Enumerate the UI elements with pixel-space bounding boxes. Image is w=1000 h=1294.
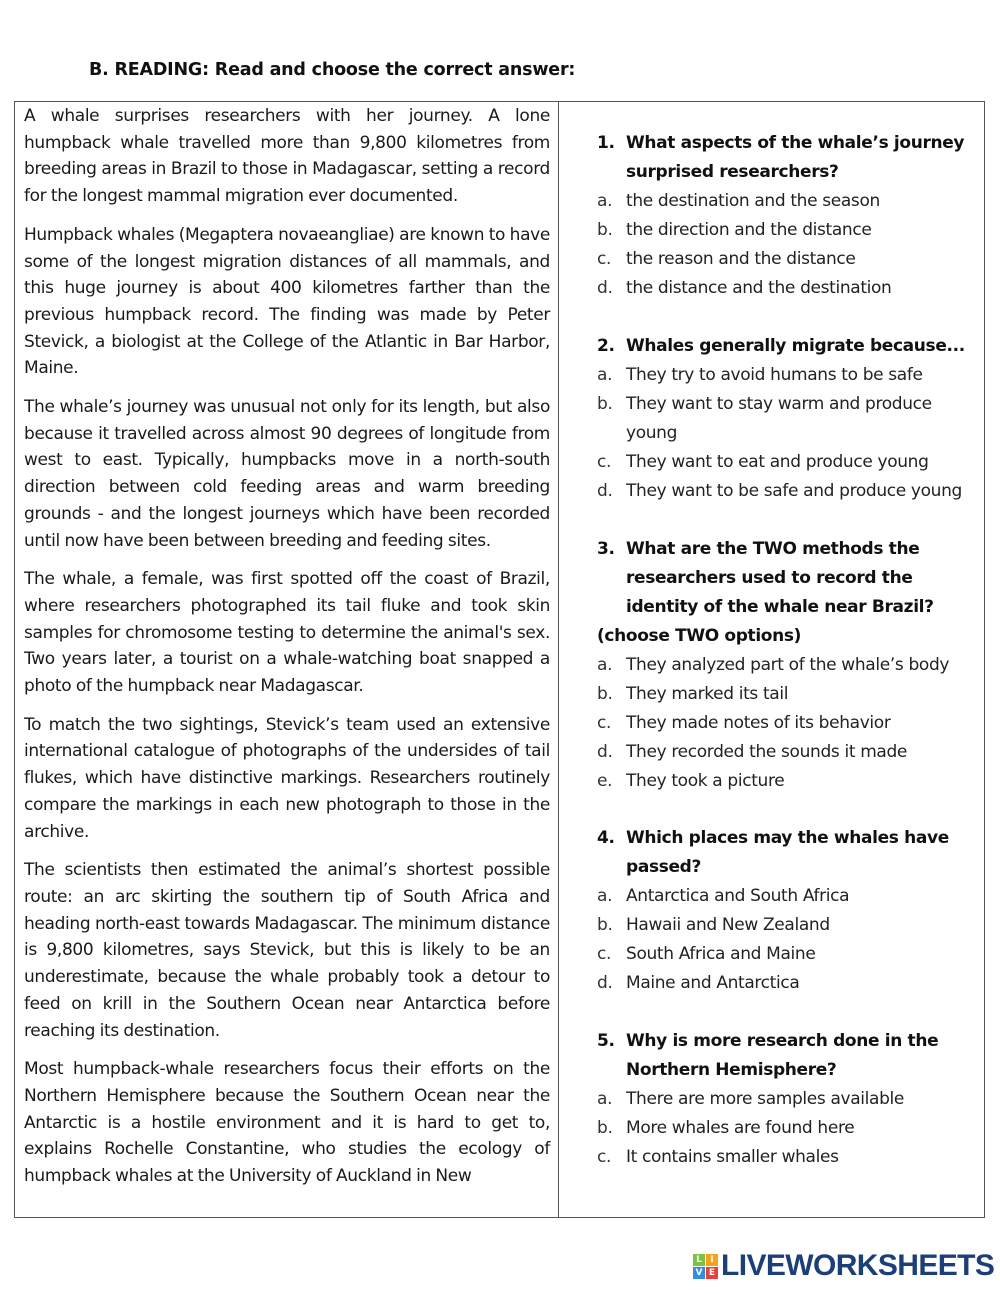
question-instruction: (choose TWO options) [597, 625, 802, 646]
passage-paragraph: A whale surprises researchers with her journey. A lone humpback whale travelled more than 9,800 kilometres from breeding areas in Brazil to those in Madagascar, setting a record for the longest mammal migration ever documented. [24, 106, 550, 207]
option-text: They want to eat and produce young [626, 451, 929, 472]
question-3 [597, 535, 978, 796]
option-text: They want to be safe and produce young [626, 480, 962, 501]
logo-wordmark: LIVEWORKSHEETS [721, 1249, 995, 1282]
option-letter: d. [597, 741, 613, 762]
question-stem [597, 824, 978, 882]
answer-option-d[interactable] [597, 477, 978, 506]
question-5 [597, 1027, 978, 1172]
option-text: the distance and the destination [626, 278, 892, 298]
option-letter: c. [597, 451, 612, 472]
question-stem [597, 1027, 978, 1085]
option-text: They marked its tail [626, 683, 789, 704]
option-text: It contains smaller whales [626, 1147, 839, 1168]
option-text: the reason and the distance [626, 249, 856, 269]
passage-paragraph: Most humpback-whale researchers focus their efforts on the Northern Hemisphere because the Southern Ocean near the Antarctic is a hostile environment and it is hard to get to, explains Rochelle Constantine, who studies the ecology of humpback whales at the University of Auckland in New [24, 1059, 550, 1187]
option-text: More whales are found here [626, 1118, 855, 1139]
option-letter: d. [597, 278, 613, 298]
question-1 [597, 129, 978, 303]
question-text: What are the TWO methods the researchers used to record the identity of the whale near Brazil? [626, 538, 934, 617]
question-number: 3. [597, 538, 615, 559]
answer-option-a[interactable] [597, 882, 978, 911]
question-4 [597, 824, 978, 998]
option-text: They took a picture [626, 770, 785, 791]
option-letter: c. [597, 249, 612, 269]
option-letter: d. [597, 973, 613, 994]
option-letter: c. [597, 944, 612, 965]
live-tiles-icon [693, 1254, 718, 1279]
answer-option-d[interactable] [597, 274, 978, 303]
passage-paragraph: The scientists then estimated the animal’s shortest possible route: an arc skirting the southern tip of South Africa and heading north-east towards Madagascar. The minimum distance is 9,800 kilometres, says Stevick, but this is likely to be an underestimate, because the whale probably took a detour to feed on krill in the Southern Ocean near Antarctica before reaching its destination. [24, 860, 550, 1041]
option-text: Antarctica and South Africa [626, 886, 850, 907]
option-text: They made notes of its behavior [626, 712, 891, 733]
answer-option-a[interactable] [597, 361, 978, 390]
liveworksheets-logo [693, 1249, 995, 1282]
option-text: the direction and the distance [626, 220, 872, 240]
answer-option-d[interactable] [597, 969, 978, 998]
option-letter: d. [597, 480, 613, 501]
answer-option-b[interactable] [597, 216, 978, 245]
answer-option-e[interactable] [597, 767, 978, 796]
option-text: They want to stay warm and produce young [626, 393, 932, 443]
answer-option-b[interactable] [597, 911, 978, 940]
option-letter: a. [597, 886, 613, 907]
answer-option-d[interactable] [597, 738, 978, 767]
option-letter: b. [597, 220, 613, 240]
answer-option-c[interactable] [597, 245, 978, 274]
option-letter: c. [597, 1147, 612, 1168]
answer-option-a[interactable] [597, 187, 978, 216]
question-stem [597, 332, 978, 361]
logo-tile-i: I [706, 1254, 718, 1266]
answer-option-b[interactable] [597, 680, 978, 709]
option-text: South Africa and Maine [626, 944, 816, 965]
logo-tile-v: V [693, 1267, 705, 1279]
option-text: They try to avoid humans to be safe [626, 364, 923, 385]
question-number: 1. [597, 133, 615, 153]
answer-option-b[interactable] [597, 390, 978, 448]
question-text: Whales generally migrate because... [626, 335, 965, 356]
logo-tile-l: L [693, 1254, 705, 1266]
answer-option-a[interactable] [597, 651, 978, 680]
option-letter: b. [597, 1118, 613, 1139]
question-number: 4. [597, 828, 615, 849]
option-letter: b. [597, 683, 613, 704]
option-text: Maine and Antarctica [626, 973, 800, 994]
option-letter: b. [597, 915, 613, 936]
question-text: Why is more research done in the Northern Hemisphere? [626, 1031, 939, 1081]
passage-paragraph: To match the two sightings, Stevick’s team used an extensive international catalogue of photographs of the undersides of tail flukes, which have distinctive markings. Researchers routinely compare the markings in each new photograph to those in the archive. [24, 714, 550, 842]
passage-paragraph: Humpback whales (Megaptera novaeangliae) are known to have some of the longest migration distances of all mammals, and this huge journey is about 400 kilometres farther than the previous humpback record. The finding was made by Peter Stevick, a biologist at the College of the Atlantic in Bar Harbor, Maine. [24, 224, 550, 379]
question-text: What aspects of the whale’s journey surprised researchers? [626, 133, 965, 182]
worksheet-table [14, 101, 985, 1218]
answer-option-c[interactable] [597, 1143, 978, 1172]
answer-option-c[interactable] [597, 709, 978, 738]
section-title: B. READING: Read and choose the correct answer: [89, 60, 576, 80]
option-letter: a. [597, 1089, 613, 1110]
question-number: 2. [597, 335, 615, 356]
question-stem [597, 535, 978, 622]
questions-panel [559, 102, 984, 1217]
option-letter: a. [597, 364, 613, 385]
answer-option-c[interactable] [597, 448, 978, 477]
question-stem [597, 129, 978, 187]
option-letter: e. [597, 770, 613, 791]
question-number: 5. [597, 1031, 615, 1052]
option-text: They recorded the sounds it made [626, 741, 908, 762]
option-letter: c. [597, 712, 612, 733]
option-text: There are more samples available [626, 1089, 905, 1110]
question-2 [597, 332, 978, 506]
reading-passage [15, 102, 559, 1217]
option-text: Hawaii and New Zealand [626, 915, 830, 936]
answer-option-c[interactable] [597, 940, 978, 969]
logo-tile-e: E [706, 1267, 718, 1279]
answer-option-b[interactable] [597, 1114, 978, 1143]
option-letter: a. [597, 654, 613, 675]
option-text: They analyzed part of the whale’s body [626, 654, 950, 675]
passage-paragraph: The whale, a female, was first spotted off the coast of Brazil, where researchers photographed its tail fluke and took skin samples for chromosome testing to determine the animal's sex. Two years later, a tourist on a whale-watching boat snapped a photo of the humpback near Madagascar. [24, 569, 550, 697]
option-letter: b. [597, 393, 613, 414]
question-text: Which places may the whales have passed? [626, 828, 949, 878]
answer-option-a[interactable] [597, 1085, 978, 1114]
option-letter: a. [597, 191, 613, 211]
option-text: the destination and the season [626, 191, 880, 211]
passage-paragraph: The whale’s journey was unusual not only for its length, but also because it travelled across almost 90 degrees of longitude from west to east. Typically, humpbacks move in a north-south direction between cold feeding areas and warm breeding grounds - and the longest journeys which have been recorded until now have been between breeding and feeding sites. [24, 397, 550, 551]
